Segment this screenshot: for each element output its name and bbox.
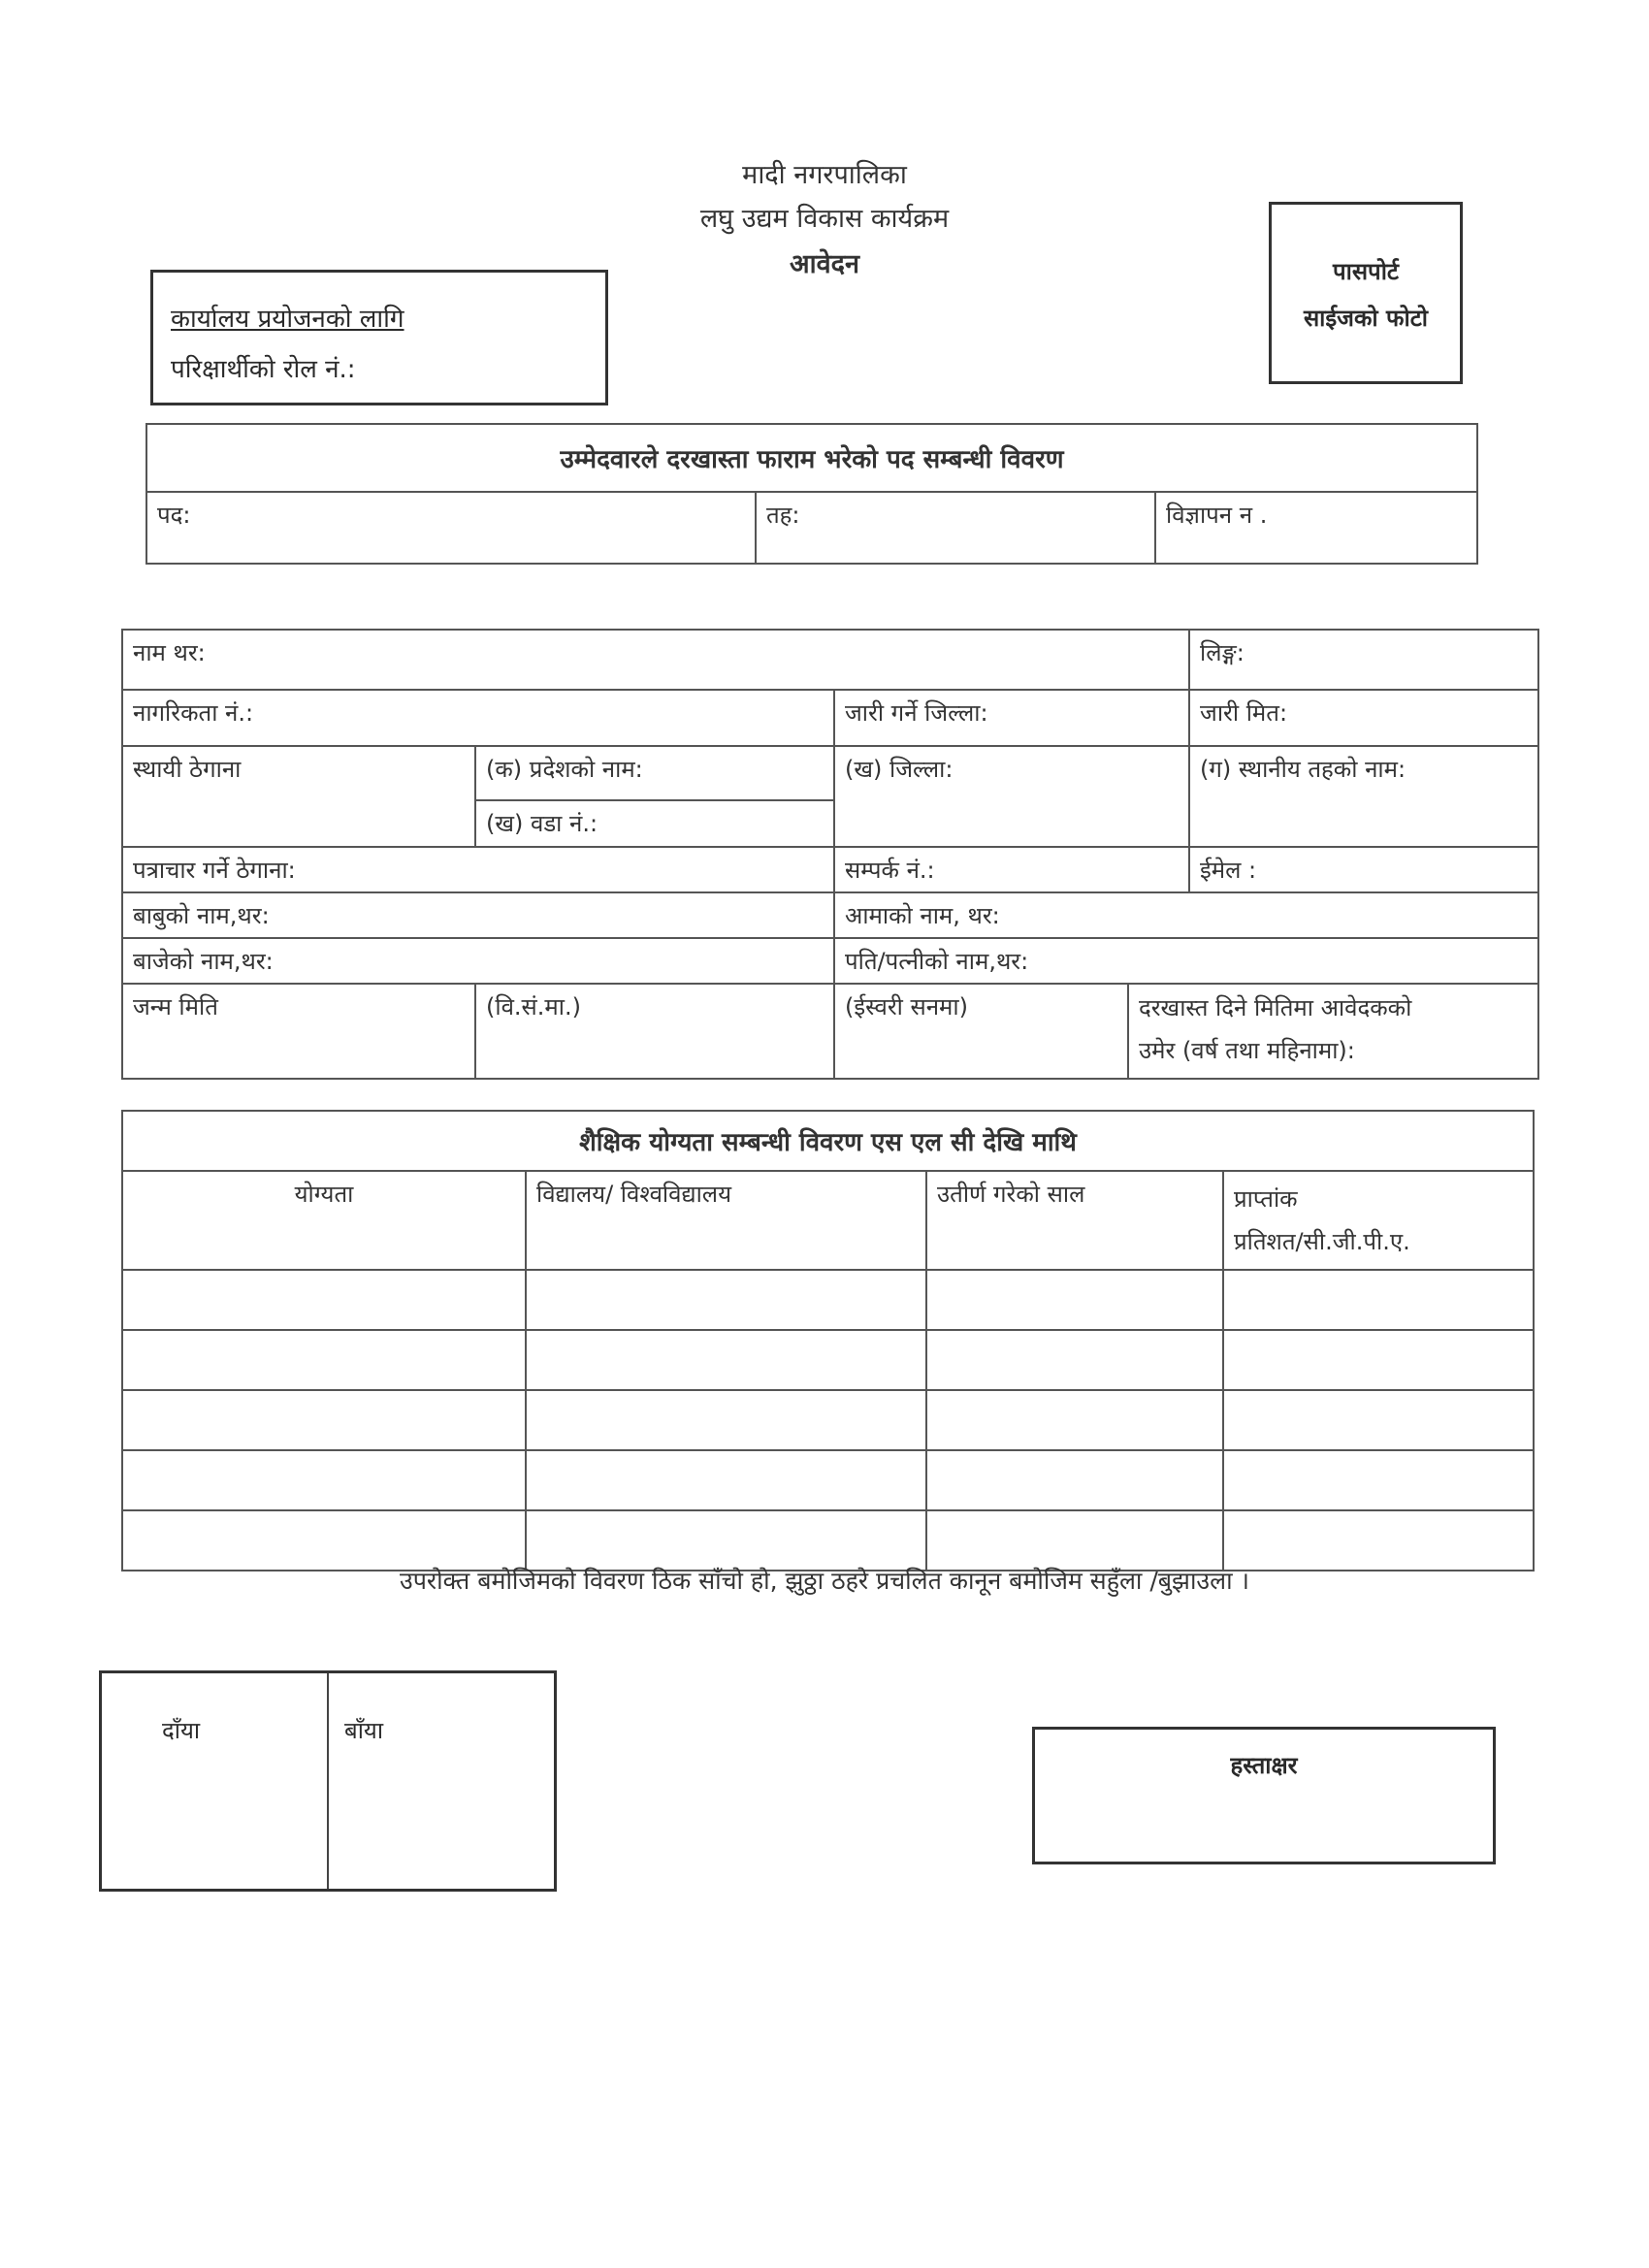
dob-cell: [122, 984, 475, 1079]
col-year: उतीर्ण गरेको साल: [926, 1171, 1223, 1270]
table-cell[interactable]: [926, 1510, 1223, 1571]
mother-name-field[interactable]: [834, 892, 1538, 938]
level-field[interactable]: [756, 492, 1155, 564]
contact-field[interactable]: [834, 847, 1189, 892]
col-score: [1223, 1171, 1534, 1270]
issue-date-field[interactable]: [1189, 690, 1538, 746]
office-use-box: [150, 270, 608, 405]
mailing-address-field[interactable]: [122, 847, 834, 892]
name-label: नाम थर:: [133, 639, 206, 666]
municipality-name: मादी नगरपालिका: [742, 160, 907, 190]
mother-name-label: आमाको नाम, थर:: [845, 902, 1000, 929]
email-field[interactable]: [1189, 847, 1538, 892]
table-cell[interactable]: [526, 1270, 926, 1330]
advertisement-field[interactable]: [1155, 492, 1477, 564]
thumbprint-divider: [327, 1673, 329, 1889]
table-cell[interactable]: [122, 1450, 526, 1510]
grandfather-name-field[interactable]: [122, 938, 834, 984]
spouse-name-field[interactable]: [834, 938, 1538, 984]
post-section-title: उम्मेदवारले दरखास्ता फाराम भरेको पद सम्बन्धी विवरण: [146, 424, 1477, 492]
permanent-address-label: स्थायी ठेगाना: [133, 756, 242, 783]
table-cell[interactable]: [122, 1270, 526, 1330]
local-level-label: (ग) स्थानीय तहको नाम:: [1200, 756, 1406, 783]
grandfather-name-label: बाजेको नाम,थर:: [133, 948, 274, 975]
form-title: आवेदन: [790, 249, 859, 279]
signature-box[interactable]: [1032, 1727, 1496, 1864]
table-cell[interactable]: [122, 1330, 526, 1390]
issue-date-label: जारी मित:: [1200, 699, 1288, 727]
advertisement-label: विज्ञापन न .: [1166, 502, 1268, 529]
spouse-name-label: पति/पत्नीको नाम,थर:: [845, 948, 1029, 975]
table-cell[interactable]: [526, 1330, 926, 1390]
dob-ad-field[interactable]: [834, 984, 1128, 1079]
dob-label: जन्म मिति: [133, 993, 218, 1021]
gender-field[interactable]: [1189, 630, 1538, 690]
permanent-address-cell: [122, 746, 475, 847]
email-label: ईमेल :: [1200, 857, 1257, 884]
table-cell[interactable]: [526, 1390, 926, 1450]
table-cell[interactable]: [926, 1330, 1223, 1390]
table-cell[interactable]: [926, 1390, 1223, 1450]
age-field[interactable]: [1128, 984, 1538, 1079]
declaration-text: उपरोक्त बमोजिमको विवरण ठिक साँचो हो, झुठ्ठा ठहरे प्रचलित कानून बमोजिम सहुँला /बुझाउला ।: [400, 1567, 1249, 1595]
roll-number-label: परिक्षार्थीको रोल नं.:: [171, 355, 356, 384]
personal-details-table: [121, 629, 1539, 1080]
left-thumb-label: बाँया: [344, 1717, 384, 1744]
ward-field[interactable]: [475, 800, 834, 847]
province-label: (क) प्रदेशको नाम:: [486, 756, 643, 783]
table-cell[interactable]: [1223, 1270, 1534, 1330]
table-row: [122, 1330, 1534, 1390]
table-cell[interactable]: [1223, 1330, 1534, 1390]
age-label-line1: दरखास्त दिने मितिमा आवेदकको: [1139, 994, 1412, 1021]
col-qualification: योग्यता: [122, 1171, 526, 1270]
citizenship-field[interactable]: [122, 690, 834, 746]
name-field[interactable]: [122, 630, 1189, 690]
table-cell[interactable]: [1223, 1510, 1534, 1571]
contact-label: सम्पर्क नं.:: [845, 857, 935, 884]
table-cell[interactable]: [926, 1450, 1223, 1510]
table-cell[interactable]: [1223, 1450, 1534, 1510]
mailing-address-label: पत्राचार गर्ने ठेगाना:: [133, 857, 296, 884]
table-row: [122, 1510, 1534, 1571]
table-cell[interactable]: [526, 1450, 926, 1510]
district-field[interactable]: [834, 746, 1189, 847]
table-cell[interactable]: [526, 1510, 926, 1571]
table-cell[interactable]: [926, 1270, 1223, 1330]
province-field[interactable]: [475, 746, 834, 800]
table-row: [122, 1270, 1534, 1330]
program-name: लघु उद्यम विकास कार्यक्रम: [699, 204, 950, 234]
citizenship-label: नागरिकता नं.:: [133, 699, 254, 727]
issue-district-label: जारी गर्ने जिल्ला:: [845, 699, 988, 727]
ward-label: (ख) वडा नं.:: [486, 810, 598, 837]
table-cell[interactable]: [1223, 1390, 1534, 1450]
dob-bs-field[interactable]: [475, 984, 834, 1079]
post-field[interactable]: [146, 492, 756, 564]
issue-district-field[interactable]: [834, 690, 1189, 746]
photo-label-line2: साईजको फोटो: [1303, 305, 1429, 332]
education-section-title: शैक्षिक योग्यता सम्बन्धी विवरण एस एल सी देखि माथि: [122, 1111, 1534, 1171]
age-label-line2: उमेर (वर्ष तथा महिनामा):: [1139, 1037, 1355, 1064]
level-label: तह:: [766, 502, 800, 529]
post-details-table: [146, 423, 1478, 565]
table-cell[interactable]: [122, 1390, 526, 1450]
col-score-line2: प्रतिशत/सी.जी.पी.ए.: [1234, 1228, 1410, 1255]
gender-label: लिङ्ग:: [1200, 639, 1245, 666]
right-thumb-label: दाँया: [162, 1717, 201, 1744]
thumbprint-box: [99, 1670, 557, 1892]
passport-photo-box: [1269, 202, 1463, 384]
table-row: [122, 1390, 1534, 1450]
table-row: [122, 1450, 1534, 1510]
father-name-field[interactable]: [122, 892, 834, 938]
dob-bs-label: (वि.सं.मा.): [486, 993, 581, 1021]
post-label: पद:: [157, 502, 191, 529]
local-level-field[interactable]: [1189, 746, 1538, 847]
signature-label: हस्ताक्षर: [1230, 1752, 1298, 1779]
dob-ad-label: (ईस्वरी सनमा): [845, 993, 968, 1021]
col-institution: विद्यालय/ विश्वविद्यालय: [526, 1171, 926, 1270]
office-use-title: कार्यालय प्रयोजनको लागि: [171, 305, 404, 334]
table-cell[interactable]: [122, 1510, 526, 1571]
district-label: (ख) जिल्ला:: [845, 756, 954, 783]
father-name-label: बाबुको नाम,थर:: [133, 902, 270, 929]
education-table: [121, 1110, 1535, 1571]
col-score-line1: प्राप्तांक: [1234, 1185, 1298, 1213]
photo-label-line1: पासपोर्ट: [1332, 258, 1400, 285]
